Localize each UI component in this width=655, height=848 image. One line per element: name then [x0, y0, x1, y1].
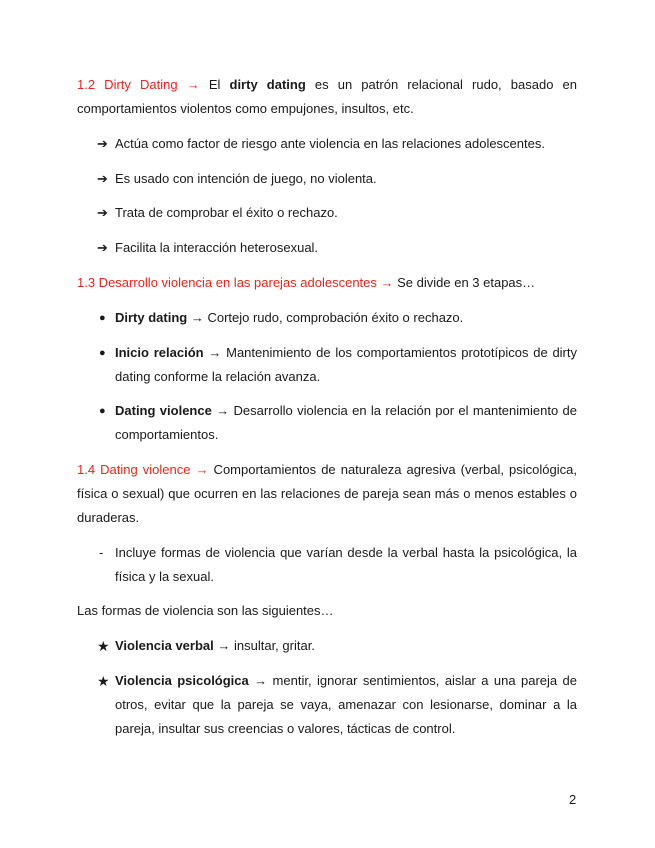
list-item: ➔ Facilita la interacción heterosexual. [97, 236, 577, 260]
star-bullet-icon: ★ [97, 673, 110, 689]
list-item: ★ Violencia psicológica → mentir, ignorar sentimientos, aislar a una pareja de otros, evitar que la pareja se vaya, amenazar con lesionarse, dominar a la pareja, insultar sus creencias o valores, tácticas de control. [97, 669, 577, 741]
page-number: 2 [569, 792, 577, 807]
arrow-bullet-icon: ➔ [97, 171, 108, 186]
section-1-3-title: 1.3 Desarrollo violencia en las parejas adolescentes → [77, 275, 394, 290]
dash-bullet-icon: - [99, 545, 104, 560]
list-item: ● Inicio relación → Mantenimiento de los comportamientos prototípicos de dirty dating conforme la relación avanza. [97, 341, 577, 389]
list-item: ➔ Trata de comprobar el éxito o rechazo. [97, 201, 577, 225]
list-item: ➔ Es usado con intención de juego, no violenta. [97, 167, 577, 191]
list-item: ➔ Actúa como factor de riesgo ante violencia en las relaciones adolescentes. [97, 132, 577, 156]
arrow-bullet-icon: ➔ [97, 240, 108, 255]
arrow-bullet-icon: ➔ [97, 136, 108, 151]
section-1-4-title: 1.4 Dating violence → [77, 462, 209, 477]
section-1-2-title: 1.2 Dirty Dating → [77, 77, 200, 92]
section-1-3-paragraph: 1.3 Desarrollo violencia en las parejas adolescentes → Se divide en 3 etapas… [77, 275, 536, 290]
star-bullet-icon: ★ [97, 638, 110, 654]
forms-intro: Las formas de violencia son las siguientes… [77, 603, 334, 618]
dot-bullet-icon: ● [99, 405, 106, 417]
bold-term: dirty dating [229, 77, 306, 92]
list-item: ● Dating violence → Desarrollo violencia en la relación por el mantenimiento de comportamientos. [97, 399, 577, 447]
list-item: - Incluye formas de violencia que varían desde la verbal hasta la psicológica, la física y la sexual. [97, 541, 577, 589]
section-1-4-paragraph: 1.4 Dating violence → Comportamientos de naturaleza agresiva (verbal, psicológica, física o sexual) que ocurren en las relaciones de pareja sean más o menos estables o duraderas. [77, 462, 577, 525]
arrow-bullet-icon: ➔ [97, 205, 108, 220]
list-item: ★ Violencia verbal → insultar, gritar. [97, 634, 577, 658]
list-item: ● Dirty dating → Cortejo rudo, comprobación éxito o rechazo. [97, 306, 577, 330]
dot-bullet-icon: ● [99, 312, 106, 324]
dot-bullet-icon: ● [99, 347, 106, 359]
section-1-2-paragraph: 1.2 Dirty Dating → El dirty dating es un patrón relacional rudo, basado en comportamientos violentos como empujones, insultos, etc. [77, 77, 577, 116]
